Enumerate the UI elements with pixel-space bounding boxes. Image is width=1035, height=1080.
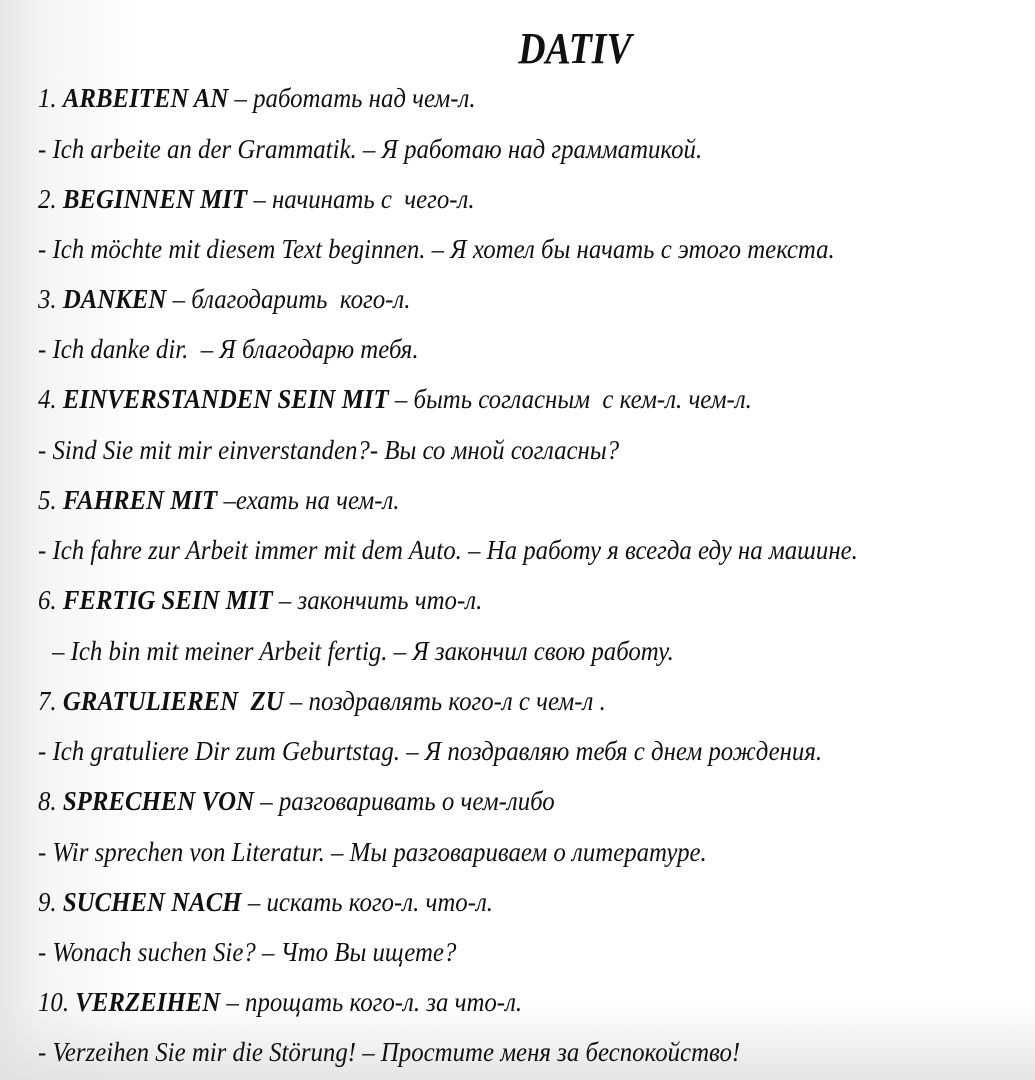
entry-meaning: – закончить что-л. xyxy=(272,585,483,615)
entry-meaning: – прощать кого-л. за что-л. xyxy=(220,987,523,1017)
entry-number: 9. xyxy=(38,887,57,917)
entry-heading xyxy=(38,283,410,315)
entry-heading xyxy=(38,886,493,918)
entry-verb: GRATULIEREN ZU xyxy=(62,686,284,716)
entry-heading xyxy=(38,383,752,415)
entry-example: - Sind Sie mit mir einverstanden?- Вы со мной согласны? xyxy=(38,435,620,465)
entry-verb: DANKEN xyxy=(62,284,167,314)
entry-meaning: – разговаривать о чем-либо xyxy=(254,786,555,816)
entry-example: - Ich möchte mit diesem Text beginnen. – Я хотел бы начать с этого текста. xyxy=(38,234,835,264)
entry-heading xyxy=(38,785,555,817)
entry-meaning: – искать кого-л. что-л. xyxy=(241,887,494,917)
entry-number: 10. xyxy=(38,987,70,1017)
entry-example: - Ich gratuliere Dir zum Geburtstag. – Я поздравляю тебя с днем рождения. xyxy=(38,736,823,766)
entry-meaning: – благодарить кого-л. xyxy=(166,284,411,314)
page-title: DATIV xyxy=(518,24,632,73)
entry-example: - Wonach suchen Sie? – Что Вы ищете? xyxy=(38,937,457,967)
entry-verb: SPRECHEN VON xyxy=(62,786,255,816)
entry-example: – Ich bin mit meiner Arbeit fertig. – Я закончил свою работу. xyxy=(52,636,674,666)
entry-heading xyxy=(38,82,476,114)
entry-number: 4. xyxy=(38,384,57,414)
entry-heading xyxy=(38,183,475,215)
entry-number: 1. xyxy=(38,83,57,113)
entry-verb: EINVERSTANDEN SEIN MIT xyxy=(62,384,389,414)
entry-number: 5. xyxy=(38,485,57,515)
entry-number: 3. xyxy=(38,284,57,314)
entry-example: - Ich danke dir. – Я благодарю тебя. xyxy=(38,334,419,364)
entry-verb: BEGINNEN MIT xyxy=(62,184,248,214)
entry-example: - Verzeihen Sie mir die Störung! – Простите меня за беспокойство! xyxy=(38,1037,741,1067)
entry-number: 8. xyxy=(38,786,57,816)
entry-verb: FAHREN MIT xyxy=(62,485,218,515)
entry-verb: FERTIG SEIN MIT xyxy=(62,585,273,615)
entry-meaning: –ехать на чем-л. xyxy=(217,485,400,515)
entry-verb: VERZEIHEN xyxy=(75,987,221,1017)
entry-meaning: – поздравлять кого-л с чем-л . xyxy=(283,686,606,716)
entry-verb: ARBEITEN AN xyxy=(62,83,229,113)
entry-heading xyxy=(38,986,522,1018)
entry-heading xyxy=(38,685,606,717)
entry-verb: SUCHEN NACH xyxy=(62,887,242,917)
entry-number: 6. xyxy=(38,585,57,615)
entry-heading xyxy=(38,484,400,516)
entry-example: - Ich fahre zur Arbeit immer mit dem Auto. – На работу я всегда еду на машине. xyxy=(38,535,858,565)
entry-meaning: – быть согласным с кем-л. чем-л. xyxy=(388,384,752,414)
entry-meaning: – работать над чем-л. xyxy=(228,83,476,113)
entry-meaning: – начинать с чего-л. xyxy=(247,184,475,214)
entry-number: 7. xyxy=(38,686,57,716)
entry-example: - Ich arbeite an der Grammatik. – Я работаю над грамматикой. xyxy=(38,134,703,164)
entry-number: 2. xyxy=(38,184,57,214)
entry-example: - Wir sprechen von Literatur. – Мы разговариваем о литературе. xyxy=(38,837,707,867)
entry-heading xyxy=(38,584,482,616)
